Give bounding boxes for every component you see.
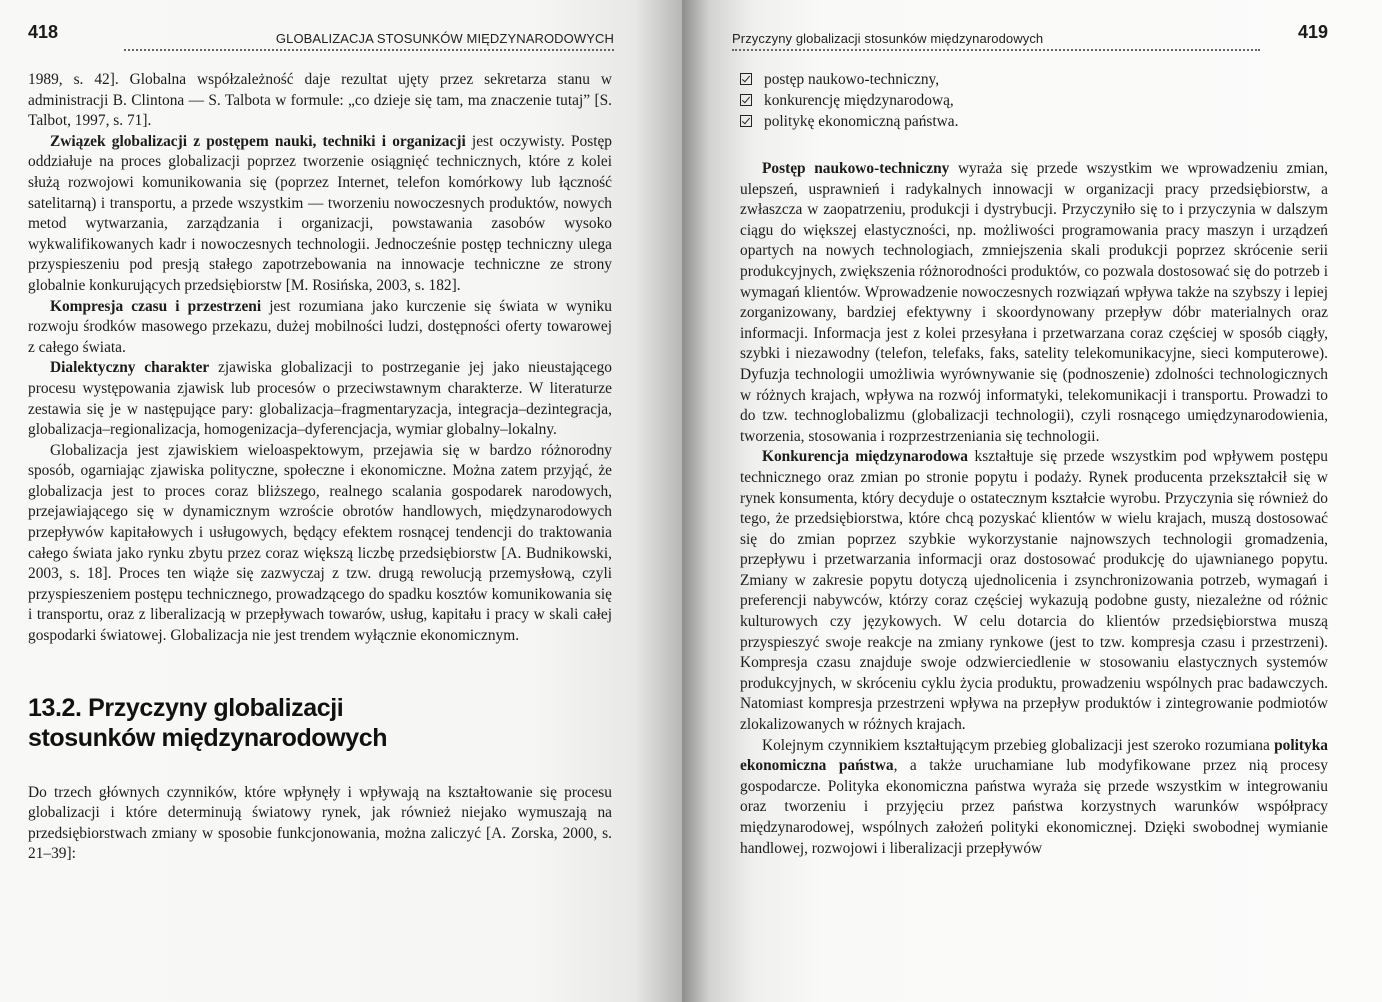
term-progress-link: Związek globalizacji z postępem nauki, techniki i organizacji (50, 132, 466, 150)
left-body-text (28, 70, 612, 865)
factors-checklist (740, 70, 1328, 133)
right-paragraph-2: Konkurencja międzynarodowa kształtuje się przede wszystkim pod wpływem postępu technicznego oraz zmian po stronie popytu i podaży. Rynek producenta przekształcił się w rynek konsumenta, który decyduje o ostatecznym kształcie wyrobu. Przyczynia się również do tego, że przedsiębiorstwa, które chcą pozyskać klientów w wielu krajach, muszą dostosować się do zmian poprzez szybkie wykorzystanie najnowszych technologii gromadzenia, przepływu i przetwarzania informacji oraz dostosować produkcję do ujawnianego popytu. Zmiany w zakresie popytu dotyczą ujednolicenia i zsynchronizowania potrzeb, wymagań i preferencji nabywców, którzy coraz częściej wykazują podobne gusty, niezależne od różnic kulturowych czy językowych. W celu dotarcia do klientów przedsiębiorstwa muszą przyspieszyć swoje reakcje na zmiany rynkowe (jest to tzw. kompresja czasu i przestrzeni). Kompresja czasu znajduje swoje odzwierciedlenie w stosowaniu elastycznych systemów produkcyjnych, w skróceniu cyklu życia produktu, prowadzeniu wspólnych prac badawczych. Natomiast kompresja przestrzeni wpływa na przepływ produktów i zintegrowanie podmiotów zlokalizowanych w różnych krajach. (740, 448, 1328, 734)
left-header-rule (124, 49, 614, 51)
term-time-space-compression: Kompresja czasu i przestrzeni (50, 297, 262, 315)
left-running-title: GLOBALIZACJA STOSUNKÓW MIĘDZYNARODOWYCH (275, 31, 614, 46)
left-page-number: 418 (28, 22, 59, 42)
right-running-title: Przyczyny globalizacji stosunków międzynarodowych (732, 31, 1044, 46)
left-paragraph-2: Związek globalizacji z postępem nauki, techniki i organizacji jest oczywisty. Postęp oddziałuje na proces globalizacji poprzez tworzenie osiągnięć technicznych, które z kolei służą rozwojowi komunikowania się (poprzez Internet, telefon komórkowy lub łączność satelitarną) i transportu, a przede wszystkim — tworzeniu nowoczesnych produktów, nowych metod wytwarzania, zarządzania i organizacji, powstawania zasobów wysoko wykwalifikowanych kadr i nowoczesnych technologii. Jednocześnie postęp techniczny ulega przyspieszeniu pod presją stałego zapotrzebowania na innowacje techniczne ze strony globalnie konkurujących przedsiębiorstw [M. Rosińska, 2003, s. 182]. (28, 132, 612, 294)
left-paragraph-3: Kompresja czasu i przestrzeni jest rozumiana jako kurczenie się świata w wyniku rozwoju środków masowego przekazu, dużej mobilności ludzi, dostępności oferty towarowej z całego świata. (28, 297, 612, 356)
term-international-competition: Konkurencja międzynarodowa (762, 448, 969, 466)
checklist-item: konkurencję międzynarodową, (740, 91, 1328, 112)
term-economic-policy: polityka ekonomiczna państwa (740, 736, 1328, 775)
right-body-text (740, 70, 1328, 859)
right-header-rule (732, 49, 1260, 51)
right-paragraph-1: Postęp naukowo-techniczny wyraża się przede wszystkim we wprowadzeniu zmian, ulepszeń, usprawnień i radykalnych innowacji w organizacji pracy przedsiębiorstw, a zwłaszcza w zaopatrzeniu, produkcji i dystrybucji. Przyczyniło się to i przyczynia w dalszym ciągu do większej elastyczności, np. możliwości programowania pracy maszyn i urządzeń opartych na nowych technologiach, zmniejszenia skali produkcji poprzez skrócenie serii produkcyjnych, zwiększenia różnorodności produktów, co pozwala dostosować się do potrzeb i wymagań klientów. Wprowadzenie nowoczesnych rozwiązań wpływa także na szybszy i lepiej zorganizowany, bardziej efektywny i skoordynowany przepływ dóbr materialnych oraz informacji. Informacja jest z kolei przesyłana i przetwarzana coraz częściej w sposób ciągły, szybki i niezawodny (telefon, telefaks, faks, satelity telekomunikacyjne, sieci komputerowe). Dyfuzja technologii umożliwia wyrównywanie się (podnoszenie) zdolności technologicznych w różnych krajach, wpływa na rozwój informatyki, telekomunikacji i transportu. Prowadzi to do tzw. technoglobalizmu (globalizacji technologii), czyli rosnącego umiędzynarodowienia, tworzenia, stosowania i rozprzestrzeniania się technologii. (740, 160, 1328, 445)
checklist-item: postęp naukowo-techniczny, (740, 70, 1328, 91)
section-heading-13-2: 13.2. Przyczyny globalizacji stosunków międzynarodowych (28, 693, 388, 752)
term-scientific-progress: Postęp naukowo-techniczny (762, 160, 950, 177)
checkbox-checked-icon (740, 94, 752, 106)
checklist-item: politykę ekonomiczną państwa. (740, 112, 1328, 133)
right-page-number: 419 (1297, 22, 1328, 42)
checkbox-checked-icon (740, 73, 752, 85)
left-paragraph-5: Globalizacja jest zjawiskiem wieloaspektowym, przejawia się w bardzo różnorodny sposób, ogarniając zjawiska polityczne, społeczne i ekonomiczne. Można zatem przyjąć, że globalizacja jest to proces coraz bliższego, realnego scalania gospodarek narodowych, przejawiającego się w dynamicznym wzroście obrotów handlowych, międzynarodowych przepływów kapitałowych i usługowych, będący efektem rosnącej tendencji do traktowania całego świata jako rynku zbytu przez coraz większą liczbę przedsiębiorstw [A. Budnikowski, 2003, s. 18]. Proces ten wiąże się zazwyczaj z tzw. drugą rewolucją przemysłową, czyli przyspieszeniem postępu technicznego, prowadzącego do spadku kosztów komunikowania się i transportu, oraz z liberalizacją w przepływach towarów, usług, kapitału i pracy w skali całej gospodarki światowej. Globalizacja nie jest trendem wyłącznie ekonomicznym. (28, 441, 612, 645)
left-running-head (28, 22, 614, 50)
right-page (682, 0, 1382, 1002)
left-paragraph-1: 1989, s. 42]. Globalna współzależność daje rezultat ujęty przez sekretarza stanu w administracji B. Clintona — S. Talbota w formule: „co dzieje się tam, ma znaczenie tutaj” [S. Talbot, 1997, s. 71]. (28, 71, 612, 130)
checkbox-checked-icon (740, 115, 752, 127)
right-running-head (732, 22, 1328, 50)
left-paragraph-6: Do trzech głównych czynników, które wpłynęły i wpływają na kształtowanie się procesu globalizacji i które determinują światowy rynek, jak również niejako wymuszają na przedsiębiorstwach zmiany w sposobie funkcjonowania, można zaliczyć [A. Zorska, 2000, s. 21–39]: (28, 783, 612, 863)
left-paragraph-4: Dialektyczny charakter zjawiska globalizacji to postrzeganie jej jako nieustającego procesu występowania zjawisk lub procesów o przeciwstawnym charakterze. W literaturze zestawia się je w następujące pary: globalizacja–fragmentaryzacja, integracja–dezintegracja, globalizacja–regionalizacja, homogenizacja–dyferencjacja, wymiar globalny–lokalny. (28, 359, 612, 439)
left-page (0, 0, 682, 1002)
term-dialectical-character: Dialektyczny charakter (50, 359, 210, 377)
right-paragraph-3: Kolejnym czynnikiem kształtującym przebieg globalizacji jest szeroko rozumiana polityka ekonomiczna państwa, a także uruchamiane lub modyfikowane przez nią procesy gospodarcze. Polityka ekonomiczna państwa wyraża się przede wszystkim w integrowaniu oraz tworzeniu i przyjęciu przez państwa korzystnych warunków współpracy międzynarodowej, wspólnych założeń polityki ekonomicznej. Dzięki swobodnej wymianie handlowej, rozwojowi i liberalizacji przepływów (740, 736, 1328, 857)
